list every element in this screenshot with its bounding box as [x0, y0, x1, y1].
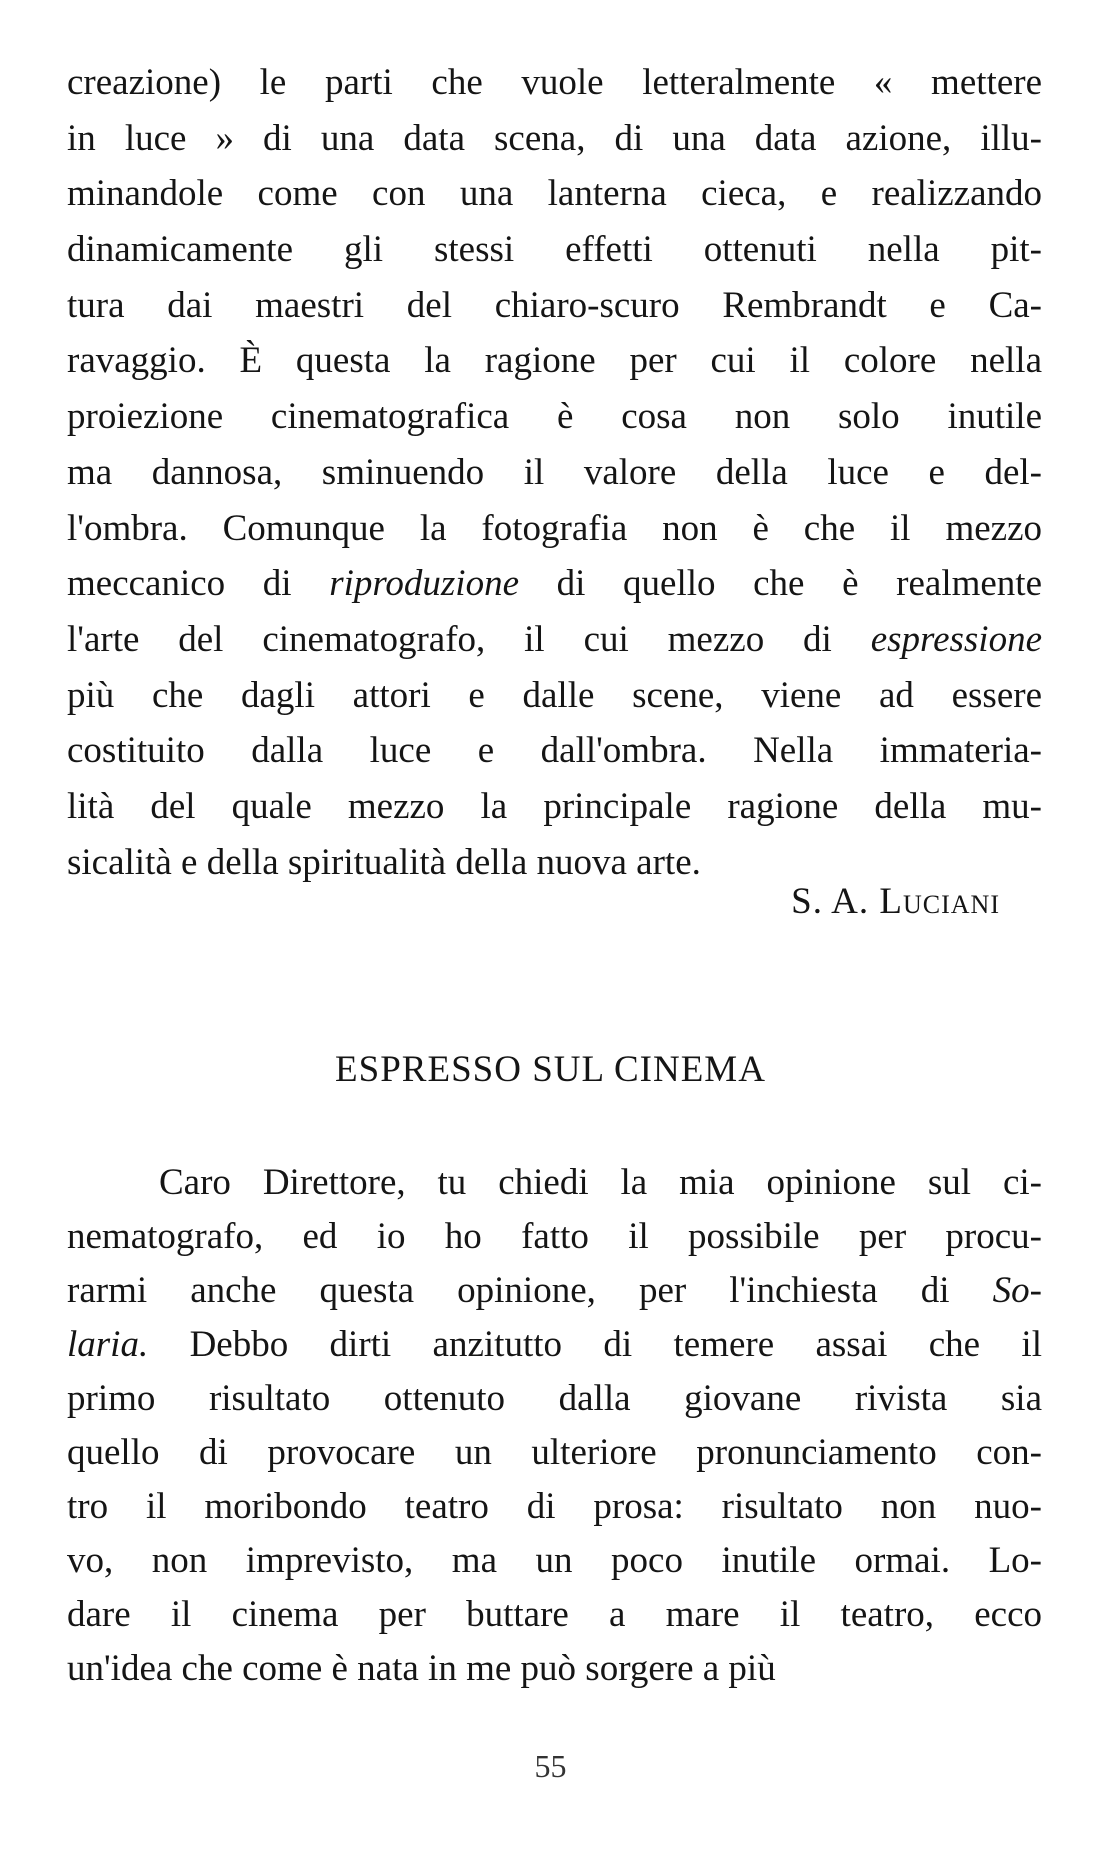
paragraph-continued — [67, 55, 1042, 890]
text-line — [67, 166, 1042, 222]
text-line — [67, 1318, 1042, 1372]
text-line — [67, 445, 1042, 501]
text-line — [67, 1480, 1042, 1534]
text-segment: di quello che è realmente — [519, 563, 1042, 605]
text-segment: rarmi anche questa opinione, per l'inchiesta di — [67, 1270, 993, 1311]
text-segment: ma dannosa, sminuendo il valore della luce e del- — [67, 451, 1042, 493]
text-line — [67, 1264, 1042, 1318]
text-segment: l'ombra. Comunque la fotografia non è che il mezzo — [67, 507, 1042, 549]
text-line — [67, 278, 1042, 334]
text-segment: proiezione cinematografica è cosa non solo inutile — [67, 396, 1042, 438]
text-line — [67, 1534, 1042, 1588]
text-line — [67, 556, 1042, 612]
text-segment: minandole come con una lanterna cieca, e realizzando — [67, 173, 1042, 215]
text-line — [67, 111, 1042, 167]
text-line — [67, 1156, 1042, 1210]
text-line — [67, 1372, 1042, 1426]
text-segment: quello di provocare un ulteriore pronunciamento con- — [67, 1432, 1042, 1473]
text-line — [67, 333, 1042, 389]
article-heading: ESPRESSO SUL CINEMA — [335, 1049, 766, 1090]
text-segment: vo, non imprevisto, ma un poco inutile ormai. Lo- — [67, 1540, 1042, 1581]
text-line — [67, 612, 1042, 668]
paragraph-letter — [67, 1156, 1042, 1696]
text-line — [67, 779, 1042, 835]
text-segment: creazione) le parti che vuole letteralmente « mettere — [67, 62, 1042, 103]
text-line — [67, 222, 1042, 278]
text-line — [67, 1426, 1042, 1480]
text-line — [67, 668, 1042, 724]
text-segment: costituito dalla luce e dall'ombra. Nella immateria- — [67, 730, 1042, 772]
italic-text: laria. — [67, 1324, 149, 1365]
italic-text: So- — [992, 1270, 1042, 1311]
text-segment: un'idea che come è nata in me può sorgere a più — [67, 1648, 776, 1689]
text-segment: Debbo dirti anzitutto di temere assai che il — [148, 1324, 1042, 1365]
text-line — [67, 1588, 1042, 1642]
text-segment: Caro Direttore, tu chiedi la mia opinione sul ci- — [159, 1162, 1042, 1203]
text-segment: più che dagli attori e dalle scene, viene ad essere — [67, 674, 1042, 716]
text-segment: tro il moribondo teatro di prosa: risultato non nuo- — [67, 1486, 1042, 1527]
italic-text: riproduzione — [329, 563, 520, 605]
italic-text: espressione — [870, 618, 1042, 660]
text-line — [67, 389, 1042, 445]
text-line — [67, 501, 1042, 557]
text-line — [67, 723, 1042, 779]
text-segment: in luce » di una data scena, di una data azione, illu- — [67, 117, 1042, 159]
text-segment: l'arte del cinematografo, il cui mezzo di — [67, 618, 871, 660]
text-segment: primo risultato ottenuto dalla giovane rivista sia — [67, 1378, 1042, 1419]
page-number: 55 — [534, 1748, 567, 1784]
text-line — [67, 55, 1042, 111]
text-segment: tura dai maestri del chiaro-scuro Rembrandt e Ca- — [67, 284, 1042, 326]
text-segment: ravaggio. È questa la ragione per cui il colore nella — [67, 340, 1042, 382]
text-segment: dare il cinema per buttare a mare il teatro, ecco — [67, 1594, 1042, 1635]
text-segment: sicalità e della spiritualità della nuova arte. — [67, 841, 701, 883]
text-segment: meccanico di — [67, 563, 330, 605]
text-line — [67, 1210, 1042, 1264]
author-signature: S. A. Luciani — [791, 881, 1000, 922]
text-segment: lità del quale mezzo la principale ragione della mu- — [67, 785, 1042, 827]
text-line — [67, 1642, 1042, 1696]
text-segment: nematografo, ed io ho fatto il possibile per procu- — [67, 1216, 1042, 1257]
text-segment: dinamicamente gli stessi effetti ottenuti nella pit- — [67, 229, 1042, 271]
